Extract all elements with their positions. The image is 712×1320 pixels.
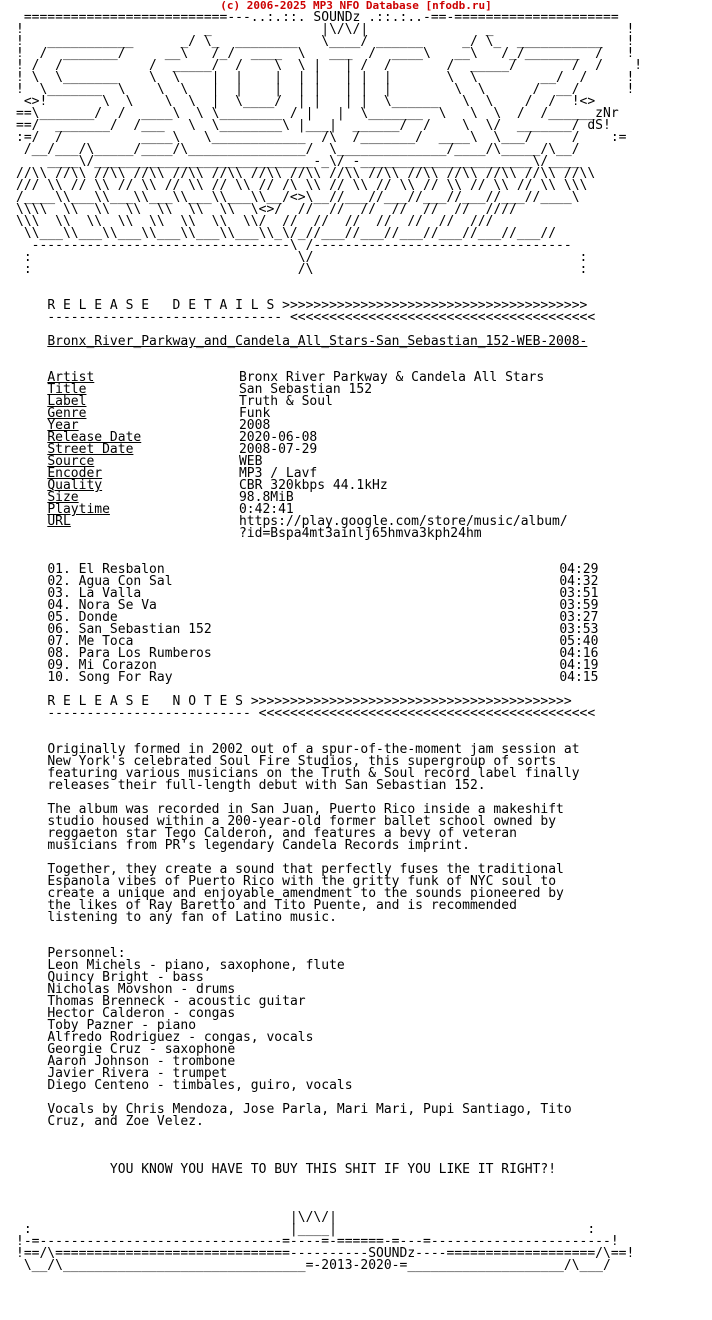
footer-art bbox=[16, 1212, 642, 1272]
art-line: ==========================---..:.::. SOUNDz .::.:..-==-===================== bbox=[16, 10, 619, 25]
personnel-item: Diego Centeno - timbales, guiro, vocals bbox=[47, 1078, 353, 1093]
detail-value: CBR 320kbps 44.1kHz bbox=[238, 478, 388, 493]
art-line: ! _ |\/\/| _ ! bbox=[16, 22, 635, 37]
track-duration: 03:51 bbox=[559, 586, 599, 601]
heading-arrows: >>>>>>>>>>>>>>>>>>>>>>>>>>>>>>>>>>>>>>> bbox=[282, 298, 588, 313]
track-title: 07. Me Toca bbox=[47, 634, 134, 649]
detail-label: URL bbox=[47, 514, 71, 529]
track-title: 01. El Resbalon bbox=[47, 562, 165, 577]
track-title: 09. Mi Corazon bbox=[47, 658, 157, 673]
track-duration: 05:40 bbox=[559, 634, 599, 649]
personnel-item: Javier Rivera - trumpet bbox=[47, 1066, 228, 1081]
personnel-item: Hector Calderon - congas bbox=[47, 1006, 236, 1021]
track-duration: 03:27 bbox=[559, 610, 599, 625]
track-title: 05. Donde bbox=[47, 610, 118, 625]
site-credit[interactable]: (c) 2006-2025 MP3 NFO Database [nfodb.ru] bbox=[220, 0, 492, 12]
art-line: ---------------------------------\ /--------------------------------- bbox=[16, 238, 572, 253]
detail-label: Quality bbox=[47, 478, 103, 493]
track-duration: 04:15 bbox=[559, 670, 599, 685]
detail-row-label bbox=[16, 396, 642, 408]
detail-label: Genre bbox=[47, 406, 87, 421]
personnel-item: Toby Pazner - piano bbox=[47, 1018, 197, 1033]
slogan-line bbox=[16, 1164, 642, 1176]
art-line: /____\\___\\___\\___\\___\\___\\__/<>\__//___//___//___//___//___//____\ bbox=[16, 190, 580, 205]
release-name: Bronx_River_Parkway_and_Candela_All_Stars-San_Sebastian_152-WEB-2008- bbox=[47, 334, 588, 349]
notes-paragraph: The album was recorded in San Juan, Puerto Rico inside a makeshift studio housed within a 200-year-old former ballet school owned by reggaeton star Tego Calderon, and features a bevy of veteran musicians from PR's legendary Candela Records imprint. bbox=[47, 802, 564, 853]
art-line: ! ___________ _/ \_ ________ \____/ ______ _/ \_ ___________ ! bbox=[16, 34, 635, 49]
detail-row-source bbox=[16, 456, 642, 468]
detail-row-url-continued bbox=[16, 528, 642, 540]
detail-value: WEB bbox=[238, 454, 263, 469]
detail-value: 2008 bbox=[238, 418, 271, 433]
art-line: !==/\==============================----------SOUNDz----===================/\==! bbox=[16, 1246, 635, 1261]
release-details-heading: R E L E A S E D E T A I L S bbox=[47, 298, 275, 313]
detail-label: Release Date bbox=[47, 430, 142, 445]
release-notes-heading: R E L E A S E N O T E S bbox=[47, 694, 243, 709]
detail-value: Truth & Soul bbox=[238, 394, 333, 409]
track-title: 06. San Sebastian 152 bbox=[47, 622, 212, 637]
track-title: 03. La Valla bbox=[47, 586, 142, 601]
art-line: ==\_______/ / ____\ \ \________ / | | \_______ \ \ \ / /______zNr bbox=[16, 106, 619, 121]
heading-arrows: >>>>>>>>>>>>>>>>>>>>>>>>>>>>>>>>>>>>>>>>> bbox=[250, 694, 572, 709]
art-line: ==/ _______/ /___ \ \________\ |___| ______/ / \ \/ _______/ dS! bbox=[16, 118, 611, 133]
album-url-link-continued[interactable]: ?id=Bspa4mt3ainlj65hmva3kph24hm bbox=[238, 526, 482, 541]
detail-label: Label bbox=[47, 394, 87, 409]
detail-label: Title bbox=[47, 382, 87, 397]
track-title: 10. Song For Ray bbox=[47, 670, 173, 685]
art-line: ! / _______/ __\ /_/ ____ \ ___ / ____\ __\ /_/_______ / ! bbox=[16, 46, 635, 61]
art-line: \\\ \\ \\ \\ \\ \\ \\ \\/ // // // // // // /// bbox=[16, 214, 494, 229]
personnel-item: Georgie Cruz - saxophone bbox=[47, 1042, 236, 1057]
detail-label: Encoder bbox=[47, 466, 103, 481]
detail-label: Year bbox=[47, 418, 79, 433]
art-line: /// \\ // \\ // \\ // \\ // \\ // /\ \\ // \\ // \\ // \\ // \\ // \\ \\\ bbox=[16, 178, 588, 193]
track-title: 08. Para Los Rumberos bbox=[47, 646, 212, 661]
art-line: :=/ / ____\ \____________ /\ /_______/ ____\ \___/ / := bbox=[16, 130, 627, 145]
art-line: <>! \ \ \ \ | \____/ | | | | \______ \ \ / / !<> bbox=[16, 94, 596, 109]
personnel-heading: Personnel: bbox=[47, 946, 126, 961]
detail-row-genre bbox=[16, 408, 642, 420]
detail-value: Bronx River Parkway & Candela All Stars bbox=[238, 370, 545, 385]
detail-label: Playtime bbox=[47, 502, 110, 517]
art-line: |\/\/| bbox=[16, 1210, 337, 1225]
art-line: !-=-------------------------------=----=-======-=---=-----------------------! bbox=[16, 1234, 619, 1249]
art-line: ! / / / _____/ / \ \ | | / / / _____/ / / ! bbox=[16, 58, 643, 73]
header-logo-art bbox=[16, 12, 642, 168]
art-line: \__/\_______________________________=-2013-2020-=____________________/\___/ bbox=[16, 1258, 611, 1273]
track-duration: 03:59 bbox=[559, 598, 599, 613]
detail-value: 98.8MiB bbox=[238, 490, 294, 505]
detail-value: 2008-07-29 bbox=[238, 442, 318, 457]
art-line: //\\ //\\ //\\ //\\ //\\ //\\ //\\ //\\ //\\ //\\ //\\ //\\ //\\ //\\ //\\ bbox=[16, 166, 596, 181]
detail-value: San Sebastian 152 bbox=[238, 382, 373, 397]
track-duration: 04:29 bbox=[559, 562, 599, 577]
release-details-heading-rule: ------------------------------ <<<<<<<<<<<<<<<<<<<<<<<<<<<<<<<<<<<<<<< bbox=[47, 310, 596, 325]
personnel-item: Thomas Brenneck - acoustic guitar bbox=[47, 994, 306, 1009]
art-line: /__/___/\_____/____/\_______________/ \______________/____/\_____/\__/ bbox=[16, 142, 580, 157]
notes-paragraph: Together, they create a sound that perfectly fuses the traditional Espanola vibes of Puerto Rico with the gritty funk of NYC soul to create a unique and enjoyable amendment to the sounds pioneered by the likes of Ray Baretto and Tito Puente, and is recommended listening to any fan of Latino music. bbox=[47, 862, 564, 925]
detail-value: 0:42:41 bbox=[238, 502, 294, 517]
heading-arrows: <<<<<<<<<<<<<<<<<<<<<<<<<<<<<<<<<<<<<<< bbox=[289, 310, 596, 325]
divider-art bbox=[16, 168, 642, 276]
detail-label: Size bbox=[47, 490, 79, 505]
personnel-item: Quincy Bright - bass bbox=[47, 970, 204, 985]
detail-label: Source bbox=[47, 454, 95, 469]
track-duration: 04:19 bbox=[559, 658, 599, 673]
personnel-item: Nicholas Movshon - drums bbox=[47, 982, 236, 997]
art-line: ! \ \_______ \ \ | | | | | | | | \ \ __/ / ! bbox=[16, 70, 635, 85]
art-line: : |____| : bbox=[16, 1222, 596, 1237]
art-line: ! \_______ \ \ \ | | | | | | | | \ \ / __/ ! bbox=[16, 82, 635, 97]
detail-row-quality bbox=[16, 480, 642, 492]
track-row bbox=[16, 672, 642, 684]
notes-paragraph: Originally formed in 2002 out of a spur-of-the-moment jam session at New York's celebrated Soul Fire Studios, this supergroup of sorts featuring various musicians on the Truth & Soul record label finally releases their full-length debut with San Sebastian 152. bbox=[47, 742, 580, 793]
personnel-list bbox=[16, 948, 642, 1092]
personnel-item: Alfredo Rodriguez - congas, vocals bbox=[47, 1030, 314, 1045]
slogan: YOU KNOW YOU HAVE TO BUY THIS SHIT IF YOU LIKE IT RIGHT?! bbox=[109, 1162, 557, 1177]
personnel-item: Leon Michels - piano, saxophone, flute bbox=[47, 958, 345, 973]
art-line: ____\/____________________________-_\/_-______________________\/____ bbox=[16, 154, 580, 169]
art-line: \\\\ \\ \\ \\ \\ \\ \\ \<>/ // // // // // // //// bbox=[16, 202, 517, 217]
release-notes-heading-rule: -------------------------- <<<<<<<<<<<<<<<<<<<<<<<<<<<<<<<<<<<<<<<<<<< bbox=[47, 706, 596, 721]
release-name-line bbox=[16, 336, 642, 348]
detail-row-street-date bbox=[16, 444, 642, 456]
nfo-document bbox=[16, 12, 642, 1272]
track-title: 04. Nora Se Va bbox=[47, 598, 157, 613]
tracklist bbox=[16, 564, 642, 684]
art-line: : \/ : bbox=[16, 250, 588, 265]
album-url-link[interactable]: https://play.google.com/store/music/album/ bbox=[238, 514, 568, 529]
art-line: : /\ : bbox=[16, 262, 588, 277]
personnel-item: Aaron Johnson - trombone bbox=[47, 1054, 236, 1069]
heading-arrows: <<<<<<<<<<<<<<<<<<<<<<<<<<<<<<<<<<<<<<<<<<< bbox=[258, 706, 596, 721]
detail-label: Street Date bbox=[47, 442, 134, 457]
detail-label: Artist bbox=[47, 370, 95, 385]
art-line: \\___\\___\\___\\___\\___\\___\\_\/_//___//___//___//___//___//___// bbox=[16, 226, 557, 241]
track-duration: 04:32 bbox=[559, 574, 599, 589]
track-duration: 03:53 bbox=[559, 622, 599, 637]
vocals-credit: Vocals by Chris Mendoza, Jose Parla, Mari Mari, Pupi Santiago, Tito Cruz, and Zoe Velez. bbox=[47, 1102, 572, 1129]
track-title: 02. Agua Con Sal bbox=[47, 574, 173, 589]
detail-value: MP3 / Lavf bbox=[238, 466, 318, 481]
detail-value: 2020-06-08 bbox=[238, 430, 318, 445]
track-duration: 04:16 bbox=[559, 646, 599, 661]
detail-value: Funk bbox=[238, 406, 271, 421]
